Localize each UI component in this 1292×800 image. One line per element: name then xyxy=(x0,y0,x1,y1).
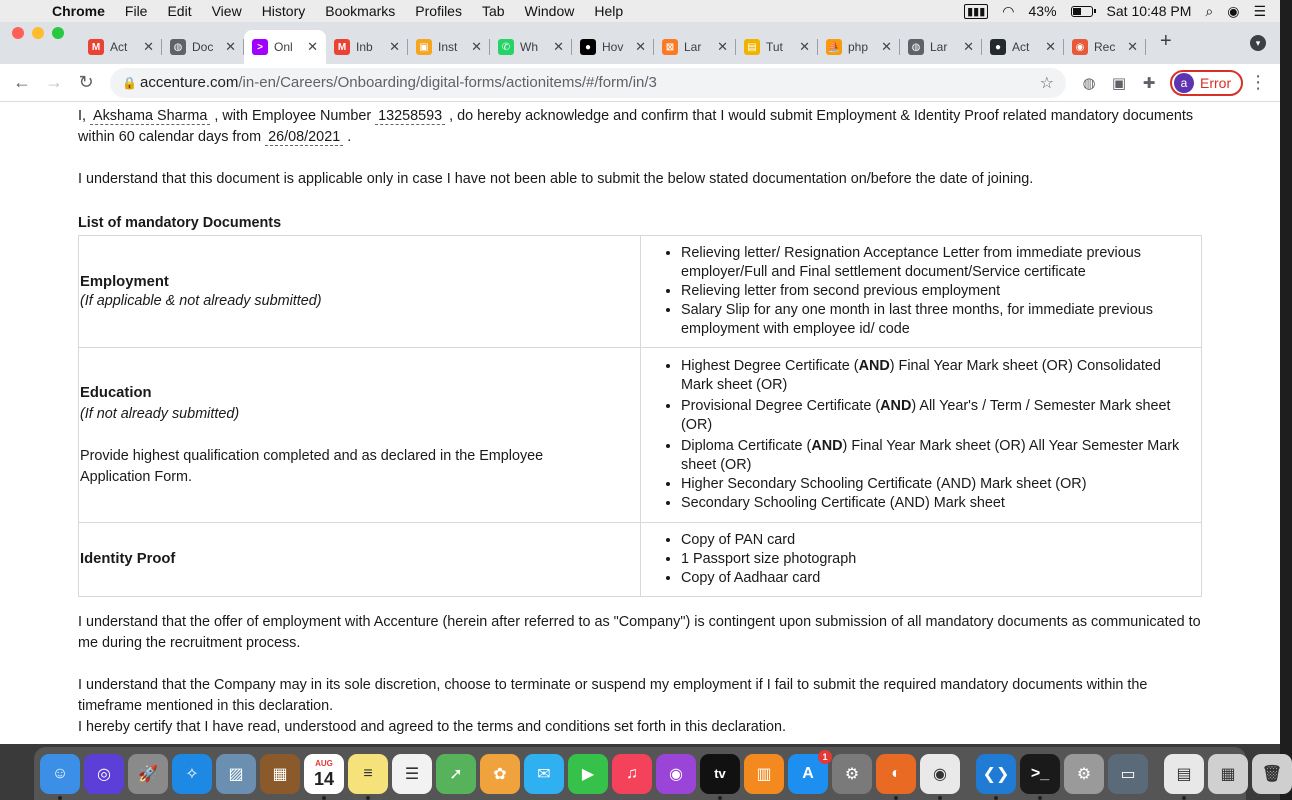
tab-title: Tut xyxy=(766,40,783,54)
github-icon: ● xyxy=(990,39,1006,55)
notification-badge: 1 xyxy=(818,750,832,764)
forward-button[interactable]: → xyxy=(45,72,63,92)
browser-tab[interactable] xyxy=(736,30,818,64)
browser-tab[interactable] xyxy=(982,30,1064,64)
close-tab-icon[interactable]: ✕ xyxy=(635,39,646,54)
extension-screen-icon[interactable]: ▣ xyxy=(1111,74,1127,92)
trash-icon[interactable]: 🗑 xyxy=(1252,754,1292,794)
tutorial-icon: ▤ xyxy=(744,39,760,55)
browser-tab[interactable] xyxy=(80,30,162,64)
identity-documents-cell xyxy=(641,523,1202,597)
gmail-icon: M xyxy=(334,39,350,55)
extensions-puzzle-icon[interactable]: ✚ xyxy=(1142,74,1156,92)
employment-documents-cell xyxy=(641,236,1202,348)
decl-intro: I, xyxy=(78,108,86,124)
termination-paragraph: I understand that the Company may in its sole discretion, choose to terminate or suspend my employment if I fail to submit the required mandatory documents within the timeframe mentioned in this declaration. xyxy=(78,677,1148,714)
url-domain: accenture.com xyxy=(140,74,239,91)
extension-globe-icon[interactable]: ◍ xyxy=(1082,74,1096,92)
podcasts-icon[interactable]: ◉ xyxy=(656,754,696,794)
employee-number-field[interactable]: 13258593 xyxy=(375,108,445,125)
web-page xyxy=(0,102,1280,744)
close-tab-icon[interactable]: ✕ xyxy=(389,39,400,54)
list-item: • Secondary Schooling Certificate (AND) Mark sheet xyxy=(681,494,1195,513)
battery-indicator-icon[interactable]: ▮▮▮ xyxy=(964,4,988,19)
tab-search-icon[interactable]: ▾ xyxy=(1250,35,1266,51)
user-icon[interactable]: ◉ xyxy=(1227,2,1240,19)
package-icon: ▣ xyxy=(416,39,432,55)
employee-name-field[interactable]: Akshama Sharma xyxy=(90,108,210,125)
profile-button[interactable] xyxy=(1170,70,1243,96)
tab-title: Inst xyxy=(438,40,458,54)
list-item: • Relieving letter/ Resignation Acceptance Letter from immediate previous employer/Full and Final settlement document/Service certificate xyxy=(681,244,1195,282)
menu-help[interactable]: Help xyxy=(594,3,624,19)
education-description: Provide highest qualification completed and as declared in the Employee Application Form. xyxy=(80,447,544,485)
notes-icon[interactable]: ≡ xyxy=(348,754,388,794)
browser-tab[interactable] xyxy=(572,30,654,64)
phpmyadmin-icon: ⛵ xyxy=(826,39,842,55)
employment-note: (If applicable & not already submitted) xyxy=(80,292,322,309)
downloads-stack-icon[interactable]: ▦ xyxy=(1208,754,1248,794)
list-item: • Relieving letter from second previous employment xyxy=(681,282,1195,301)
tab-title: Doc xyxy=(192,40,214,54)
maps-icon[interactable]: ➚ xyxy=(436,754,476,794)
close-tab-icon[interactable]: ✕ xyxy=(553,39,564,54)
address-bar[interactable] xyxy=(110,68,1066,98)
close-tab-icon[interactable]: ✕ xyxy=(143,39,154,54)
back-button[interactable]: ← xyxy=(13,72,31,92)
photos-icon[interactable]: ✿ xyxy=(480,754,520,794)
identity-documents-list xyxy=(665,531,1195,588)
calendar-month: AUG xyxy=(315,758,333,768)
identity-category-cell xyxy=(79,523,641,597)
vscode-icon[interactable]: ❮❯ xyxy=(976,754,1016,794)
employment-documents-list xyxy=(665,244,1195,339)
chrome-icon[interactable]: ◉ xyxy=(920,754,960,794)
clock[interactable]: Sat 10:48 PM xyxy=(1106,3,1192,19)
close-tab-icon[interactable]: ✕ xyxy=(471,39,482,54)
whatsapp-icon: ✆ xyxy=(498,39,514,55)
tab-title: Hov xyxy=(602,40,624,54)
launchpad-icon[interactable]: 🚀 xyxy=(128,754,168,794)
terminal-icon[interactable]: >_ xyxy=(1020,754,1060,794)
globe-icon: ◍ xyxy=(170,39,186,55)
list-item: • Copy of PAN card xyxy=(681,531,1195,550)
battery-percent[interactable]: 43% xyxy=(1028,3,1057,19)
education-category-cell xyxy=(79,348,641,523)
macos-dock xyxy=(34,747,1283,800)
tab-title: Act xyxy=(110,40,128,54)
decl-end: . xyxy=(347,129,352,145)
system-preferences-icon[interactable]: ⚙ xyxy=(832,754,872,794)
education-documents-cell xyxy=(641,348,1202,523)
list-item: • Copy of Aadhaar card xyxy=(681,569,1195,588)
status-area xyxy=(964,3,1280,20)
preview-icon[interactable]: ▨ xyxy=(216,754,256,794)
appletv-label: tv xyxy=(714,766,726,781)
menu-app-name[interactable]: Chrome xyxy=(52,3,105,19)
menu-tab[interactable]: Tab xyxy=(481,3,505,19)
identity-title: Identity Proof xyxy=(80,551,176,567)
mandatory-documents-table xyxy=(78,235,1202,597)
certification-paragraph: I hereby certify that I have read, understood and agreed to the terms and conditions set forth in this declaration. xyxy=(78,719,786,735)
table-row-employment xyxy=(79,236,1202,348)
tab-title: Inb xyxy=(356,40,373,54)
education-documents-list xyxy=(665,357,1195,513)
minimize-window-button[interactable] xyxy=(32,27,44,39)
chrome-menu-icon[interactable]: ⋮ xyxy=(1249,72,1268,92)
list-heading: List of mandatory Documents xyxy=(78,215,282,231)
record-icon: ◉ xyxy=(1072,39,1088,55)
music-icon[interactable]: ♫ xyxy=(612,754,652,794)
calendar-day: 14 xyxy=(313,768,335,789)
tab-title: Lar xyxy=(684,40,702,54)
decl-mid: , with Employee Number xyxy=(214,108,372,124)
close-tab-icon[interactable]: ✕ xyxy=(1045,39,1056,54)
reminders-icon[interactable]: ☰ xyxy=(392,754,432,794)
declaration-paragraph xyxy=(78,106,1202,148)
accenture-icon: > xyxy=(252,39,268,55)
browser-tab[interactable] xyxy=(244,30,326,64)
document-icon[interactable]: ▤ xyxy=(1164,754,1204,794)
list-item: • Diploma Certificate (AND) Final Year Mark sheet (OR) All Year Semester Mark sheet (OR) xyxy=(681,437,1195,475)
zoom-window-button[interactable] xyxy=(52,27,64,39)
browser-tab[interactable] xyxy=(818,30,900,64)
menu-file[interactable]: File xyxy=(124,3,148,19)
decl-rest: , do hereby acknowledge and confirm that I would submit Employment & Identity Proof related mandatory documents within 60 calendar days from xyxy=(78,108,1194,145)
tab-title: Rec xyxy=(1094,40,1116,54)
menu-window[interactable]: Window xyxy=(524,3,575,19)
wifi-icon[interactable]: ◠ xyxy=(1002,2,1015,19)
tabs xyxy=(80,30,1146,64)
browser-tab[interactable] xyxy=(490,30,572,64)
finder-icon[interactable]: ☺ xyxy=(40,754,80,794)
menu-edit[interactable]: Edit xyxy=(167,3,192,19)
spotlight-search-icon[interactable]: ⌕ xyxy=(1205,2,1214,19)
control-center-icon[interactable]: ☰ xyxy=(1253,2,1266,19)
calendar-icon[interactable] xyxy=(304,754,344,794)
browser-toolbar xyxy=(0,64,1280,102)
appstore-icon[interactable]: A 1 xyxy=(788,754,828,794)
window-controls xyxy=(0,27,80,53)
tab-title: Onl xyxy=(274,40,293,54)
avatar: a xyxy=(1174,73,1194,93)
menu-profiles[interactable]: Profiles xyxy=(415,3,462,19)
lock-icon[interactable]: 🔒 xyxy=(122,75,137,90)
browser-tab[interactable] xyxy=(654,30,736,64)
applicability-paragraph: I understand that this document is applicable only in case I have not been able to submit the below stated documentation on/before the date of joining. xyxy=(78,171,1034,187)
close-tab-icon[interactable]: ✕ xyxy=(963,39,974,54)
battery-icon[interactable] xyxy=(1071,6,1093,17)
tab-title: Act xyxy=(1012,40,1030,54)
close-tab-icon[interactable]: ✕ xyxy=(307,39,318,54)
notebook-icon[interactable]: ▦ xyxy=(260,754,300,794)
menu-history[interactable]: History xyxy=(261,3,306,19)
macos-menubar xyxy=(0,0,1280,22)
browser-tab[interactable] xyxy=(408,30,490,64)
new-tab-button[interactable]: + xyxy=(1160,29,1172,52)
contingency-paragraph: I understand that the offer of employment with Accenture (herein after referred to as "Company") is contingent upon submission of all mandatory documents as communicated to me during the recruitment process. xyxy=(78,614,1201,651)
menu-view[interactable]: View xyxy=(211,3,242,19)
browser-tab[interactable] xyxy=(162,30,244,64)
list-item: • Highest Degree Certificate (AND) Final Year Mark sheet (OR) Consolidated Mark sheet (OR) xyxy=(681,357,1195,395)
menu-bookmarks[interactable]: Bookmarks xyxy=(325,3,396,19)
reload-button[interactable]: ↻ xyxy=(78,72,94,92)
employment-category-cell xyxy=(79,236,641,348)
gear-icon[interactable]: ⚙ xyxy=(1064,754,1104,794)
messages-icon[interactable]: ✉ xyxy=(524,754,564,794)
table-row-identity xyxy=(79,523,1202,597)
gmail-icon: M xyxy=(88,39,104,55)
table-row-education xyxy=(79,348,1202,523)
tab-strip xyxy=(0,22,1280,64)
medium-icon: ● xyxy=(580,39,596,55)
screenshot-icon[interactable]: ▭ xyxy=(1108,754,1148,794)
close-tab-icon[interactable]: ✕ xyxy=(1127,39,1138,54)
close-tab-icon[interactable]: ✕ xyxy=(225,39,236,54)
tab-title: Wh xyxy=(520,40,538,54)
browser-tab[interactable] xyxy=(326,30,408,64)
appletv-icon[interactable] xyxy=(700,754,740,794)
books-icon[interactable]: ▥ xyxy=(744,754,784,794)
facetime-icon[interactable]: ▶ xyxy=(568,754,608,794)
education-title: Education xyxy=(80,384,152,401)
joining-date-field[interactable]: 26/08/2021 xyxy=(265,129,343,146)
browser-tab[interactable] xyxy=(1064,30,1146,64)
browser-tab[interactable] xyxy=(900,30,982,64)
close-window-button[interactable] xyxy=(12,27,24,39)
list-item: • Higher Secondary Schooling Certificate (AND) Mark sheet (OR) xyxy=(681,475,1195,494)
siri-icon[interactable]: ◎ xyxy=(84,754,124,794)
tab-title: php xyxy=(848,40,869,54)
close-tab-icon[interactable]: ✕ xyxy=(881,39,892,54)
list-item: • Salary Slip for any one month in last three months, for immediate previous employment with employee id/ code xyxy=(681,301,1195,339)
list-item: • 1 Passport size photograph xyxy=(681,550,1195,569)
profile-status: Error xyxy=(1200,74,1232,91)
xampp-icon: ⊠ xyxy=(662,39,678,55)
education-note: (If not already submitted) xyxy=(80,405,240,422)
firefox-icon[interactable]: ◐ xyxy=(876,754,916,794)
globe-icon: ◍ xyxy=(908,39,924,55)
tab-title: Lar xyxy=(930,40,948,54)
close-tab-icon[interactable]: ✕ xyxy=(717,39,728,54)
close-tab-icon[interactable]: ✕ xyxy=(799,39,810,54)
employment-title: Employment xyxy=(80,273,169,290)
safari-icon[interactable]: ✧ xyxy=(172,754,212,794)
bookmark-star-icon[interactable]: ☆ xyxy=(1039,74,1054,92)
list-item: • Provisional Degree Certificate (AND) All Year's / Term / Semester Mark sheet (OR) xyxy=(681,397,1195,435)
url-path: /in-en/Careers/Onboarding/digital-forms/actionitems/#/form/in/3 xyxy=(238,74,657,91)
